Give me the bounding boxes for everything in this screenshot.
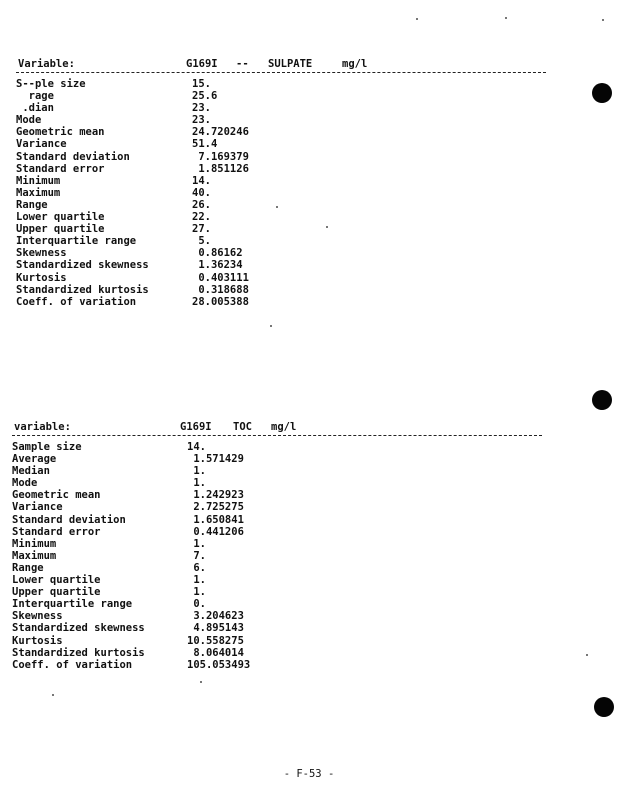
- stats-list: [16, 78, 556, 308]
- stat-label: Standard error: [12, 525, 101, 538]
- scan-speck: [200, 681, 202, 683]
- punch-hole: [592, 83, 612, 103]
- stat-label: rage: [16, 90, 54, 103]
- stat-label: Kurtosis: [12, 634, 63, 647]
- stat-label: Standard deviation: [16, 150, 130, 163]
- stat-value: 7.169379: [192, 150, 249, 163]
- parameter-name: SULPATE: [268, 58, 313, 70]
- stat-row: [16, 78, 556, 90]
- stat-row: [12, 635, 552, 647]
- scan-speck: [602, 19, 604, 21]
- scan-speck: [586, 654, 588, 656]
- stat-value: 26.: [192, 198, 211, 211]
- stat-label: Standard deviation: [12, 513, 126, 526]
- stat-label: Median: [12, 465, 50, 478]
- stat-label: Sample size: [12, 441, 82, 453]
- stat-label: Geometric mean: [16, 126, 105, 139]
- stat-label: Standard error: [16, 162, 105, 175]
- page-number: - F-53 -: [283, 768, 335, 780]
- stat-row: [12, 453, 552, 465]
- stat-label: Lower quartile: [12, 574, 101, 587]
- stat-label: S--ple size: [16, 78, 86, 90]
- stat-value: 0.86162: [192, 247, 243, 260]
- scan-speck: [505, 17, 507, 19]
- variable-header: [16, 58, 556, 71]
- stat-label: Upper quartile: [12, 586, 101, 599]
- stat-value: 1.571429: [187, 453, 244, 466]
- stat-value: 51.4: [192, 138, 218, 151]
- stats-block-toc: [12, 421, 552, 671]
- stat-row: [12, 574, 552, 586]
- stat-row: [16, 175, 556, 187]
- stat-label: Maximum: [16, 186, 61, 199]
- stats-list: [12, 441, 552, 671]
- stat-row: [12, 647, 552, 659]
- variable-label: variable:: [14, 421, 71, 433]
- stat-row: [16, 163, 556, 175]
- stat-label: Range: [12, 561, 44, 574]
- stat-label: Standardized kurtosis: [16, 283, 149, 296]
- stat-row: [12, 586, 552, 598]
- stat-row: [12, 610, 552, 622]
- stat-label: Skewness: [16, 247, 67, 260]
- stat-label: Upper quartile: [16, 223, 105, 236]
- stat-row: [16, 199, 556, 211]
- stat-row: [16, 235, 556, 247]
- stat-value: 23.: [192, 102, 211, 115]
- stat-row: [12, 441, 552, 453]
- stat-value: 1.650841: [187, 513, 244, 526]
- stat-value: 5.: [192, 235, 211, 248]
- stat-label: Standardized skewness: [12, 622, 145, 635]
- stat-row: [12, 538, 552, 550]
- stat-row: [12, 550, 552, 562]
- stat-value: 2.725275: [187, 501, 244, 514]
- stat-label: .dian: [16, 102, 54, 115]
- stat-row: [16, 272, 556, 284]
- stat-row: [16, 126, 556, 138]
- stat-row: [12, 477, 552, 489]
- station-id: G169I: [186, 58, 218, 70]
- punch-hole: [592, 390, 612, 410]
- stat-value: 40.: [192, 186, 211, 199]
- stat-value: 0.318688: [192, 283, 249, 296]
- stat-value: 1.: [187, 477, 206, 490]
- stat-label: Minimum: [12, 537, 57, 550]
- stat-label: Mode: [12, 477, 38, 490]
- dashed-divider: [12, 435, 542, 436]
- stat-row: [16, 247, 556, 259]
- stat-row: [12, 514, 552, 526]
- stat-value: 0.441206: [187, 525, 244, 538]
- stat-value: 15.: [192, 78, 211, 90]
- station-id: G169I: [180, 421, 212, 433]
- stat-label: Kurtosis: [16, 271, 67, 284]
- stat-row: [16, 187, 556, 199]
- stat-value: 0.403111: [192, 271, 249, 284]
- stat-label: Range: [16, 198, 48, 211]
- stat-label: Mode: [16, 114, 42, 127]
- header-separator: --: [236, 58, 249, 70]
- stat-value: 14.: [187, 441, 206, 453]
- stat-value: 1.: [187, 574, 206, 587]
- stat-label: Standardized kurtosis: [12, 646, 145, 659]
- stat-label: Geometric mean: [12, 489, 101, 502]
- stat-value: 23.: [192, 114, 211, 127]
- stat-value: 1.: [187, 586, 206, 599]
- stat-row: [16, 114, 556, 126]
- stat-row: [12, 465, 552, 477]
- stat-value: 1.: [187, 465, 206, 478]
- stat-label: Maximum: [12, 549, 57, 562]
- parameter-name: TOC: [233, 421, 252, 433]
- stat-row: [12, 659, 552, 671]
- stat-row: [16, 138, 556, 150]
- dashed-divider: [16, 72, 546, 73]
- stat-value: 25.6: [192, 90, 218, 103]
- stat-value: 10.558275: [187, 634, 244, 647]
- stat-row: [12, 526, 552, 538]
- stat-label: Interquartile range: [16, 235, 137, 248]
- stat-row: [12, 622, 552, 634]
- stat-value: 1.: [187, 537, 206, 550]
- stat-label: Minimum: [16, 174, 61, 187]
- stat-value: 24.720246: [192, 126, 249, 139]
- stat-row: [16, 284, 556, 296]
- stat-row: [16, 259, 556, 271]
- scan-speck: [52, 694, 54, 696]
- stat-label: Interquartile range: [12, 598, 133, 611]
- punch-hole: [594, 697, 614, 717]
- stat-row: [16, 296, 556, 308]
- stat-row: [12, 598, 552, 610]
- stat-row: [12, 489, 552, 501]
- stat-label: Variance: [16, 138, 67, 151]
- stat-value: 22.: [192, 211, 211, 224]
- stat-label: Variance: [12, 501, 63, 514]
- scan-speck: [276, 206, 278, 208]
- stat-value: 28.005388: [192, 295, 249, 308]
- stat-value: 105.053493: [187, 658, 251, 671]
- stat-value: 27.: [192, 223, 211, 236]
- stat-value: 7.: [187, 549, 206, 562]
- stat-value: 14.: [192, 174, 211, 187]
- stat-row: [12, 501, 552, 513]
- stat-label: Lower quartile: [16, 211, 105, 224]
- stat-label: Coeff. of variation: [12, 658, 133, 671]
- stat-row: [16, 223, 556, 235]
- stat-value: 1.36234: [192, 259, 243, 272]
- stat-label: Average: [12, 453, 57, 466]
- stat-value: 3.204623: [187, 610, 244, 623]
- scan-speck: [270, 325, 272, 327]
- variable-header: [12, 421, 552, 434]
- stat-row: [16, 151, 556, 163]
- variable-label: Variable:: [18, 58, 75, 70]
- stat-value: 6.: [187, 561, 206, 574]
- stat-value: 1.851126: [192, 162, 249, 175]
- stat-value: 4.895143: [187, 622, 244, 635]
- stat-row: [16, 102, 556, 114]
- stats-block-sulfate: [16, 58, 556, 308]
- scan-speck: [416, 18, 418, 20]
- stat-row: [16, 90, 556, 102]
- stat-row: [12, 562, 552, 574]
- scan-speck: [326, 226, 328, 228]
- parameter-unit: mg/l: [342, 58, 368, 70]
- stat-label: Skewness: [12, 610, 63, 623]
- stat-row: [16, 211, 556, 223]
- stat-label: Coeff. of variation: [16, 295, 137, 308]
- parameter-unit: mg/l: [271, 421, 297, 433]
- stat-label: Standardized skewness: [16, 259, 149, 272]
- stat-value: 0.: [187, 598, 206, 611]
- stat-value: 1.242923: [187, 489, 244, 502]
- stat-value: 8.064014: [187, 646, 244, 659]
